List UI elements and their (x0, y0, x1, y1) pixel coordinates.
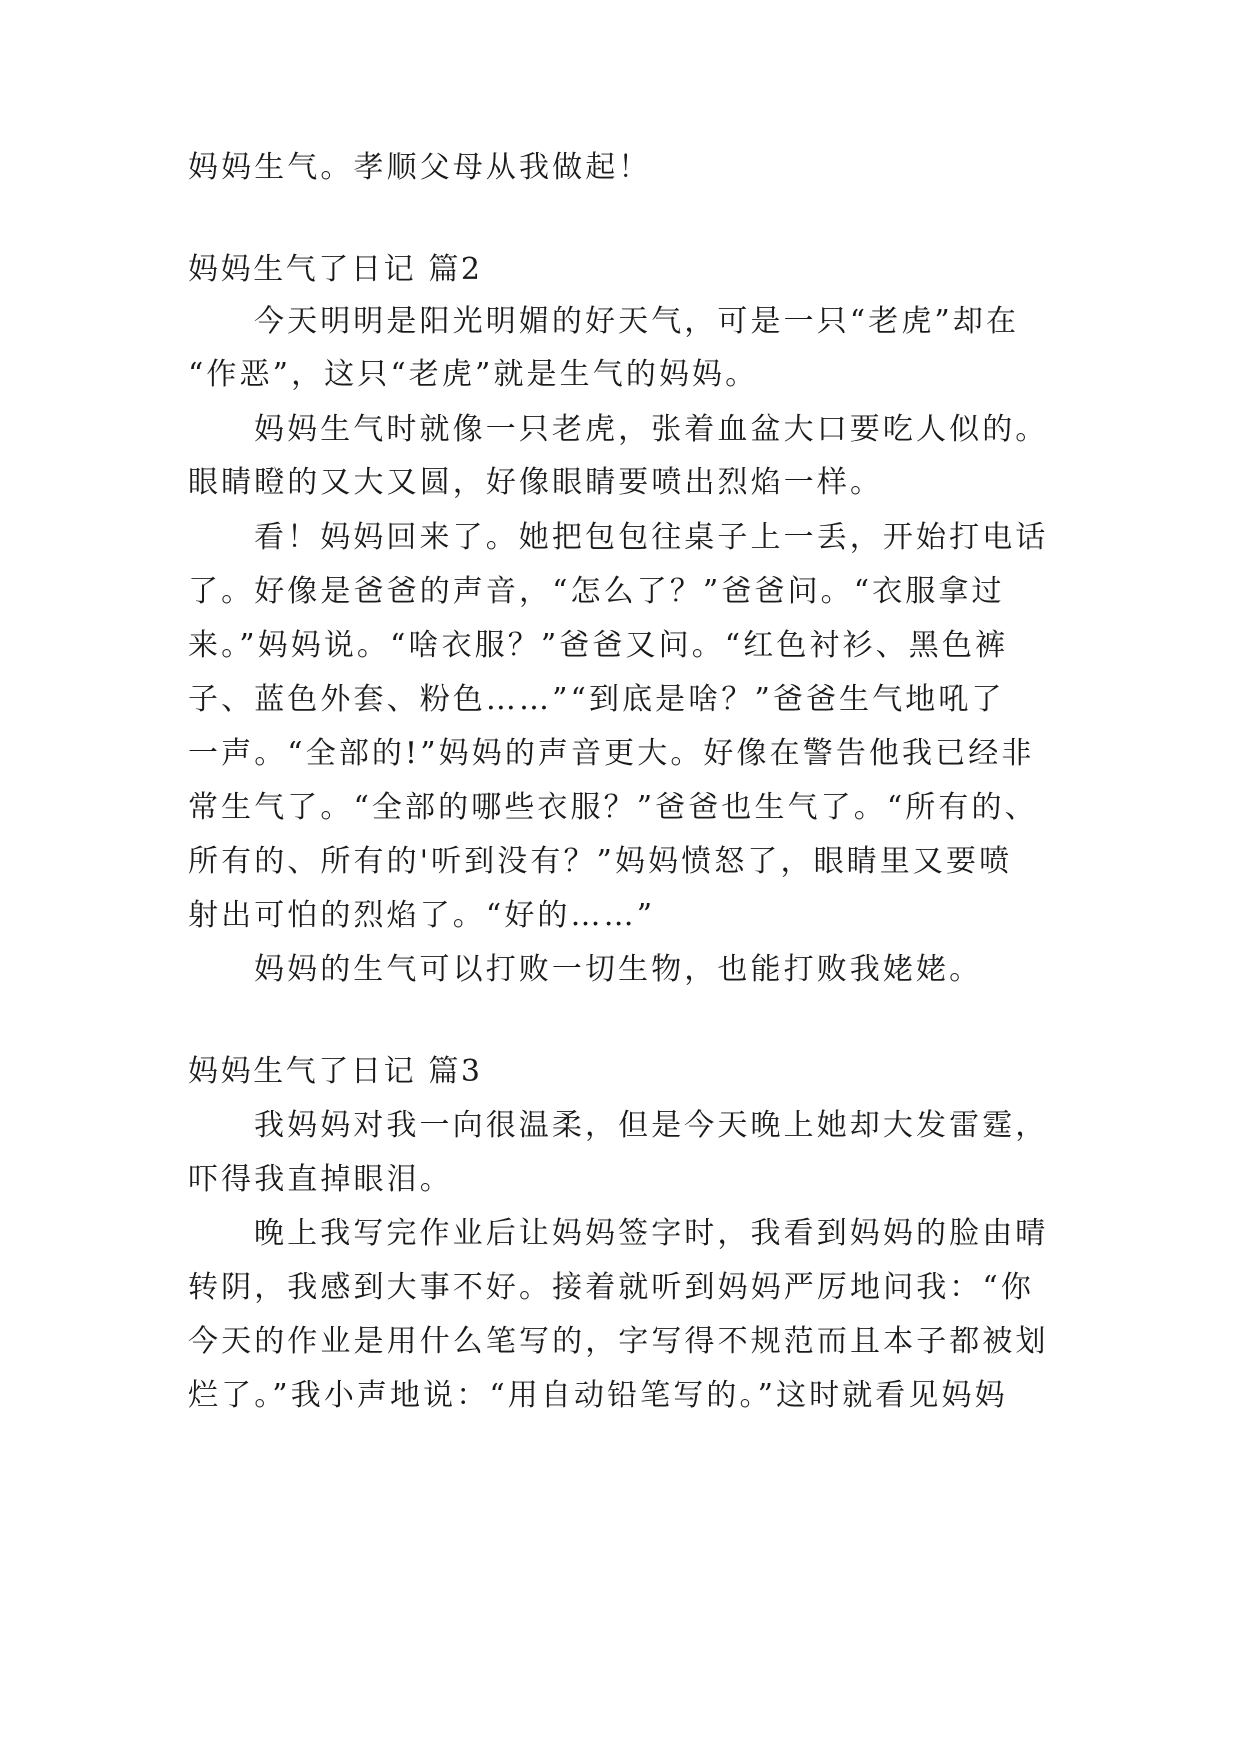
paragraph-line: 眼睛瞪的又大又圆，好像眼睛要喷出烈焰一样。 (188, 465, 884, 500)
paragraph-line: 转阴，我感到大事不好。接着就听到妈妈严厉地问我：“你 (188, 1270, 1034, 1305)
paragraph-line: 妈妈生气时就像一只老虎，张着血盆大口要吃人似的。 (254, 412, 1049, 447)
paragraph-line: 妈妈生气。孝顺父母从我做起！ (188, 150, 652, 185)
section-heading: 妈妈生气了日记 篇2 (188, 252, 483, 287)
section-heading: 妈妈生气了日记 篇3 (188, 1054, 483, 1089)
paragraph-line: 妈妈的生气可以打败一切生物，也能打败我姥姥。 (254, 952, 983, 987)
paragraph-line: 子、蓝色外套、粉色……”“到底是啥？”爸爸生气地吼了 (188, 682, 1005, 717)
paragraph-line: 晚上我写完作业后让妈妈签字时，我看到妈妈的脸由晴 (254, 1216, 1049, 1251)
paragraph-line: 射出可怕的烈焰了。“好的……” (188, 898, 656, 933)
paragraph-line: 今天的作业是用什么笔写的，字写得不规范而且本子都被划 (188, 1324, 1049, 1359)
paragraph-line: 所有的、所有的'听到没有？”妈妈愤怒了，眼睛里又要喷 (188, 844, 1013, 879)
paragraph-line: 吓得我直掉眼泪。 (188, 1162, 453, 1197)
paragraph-line: 今天明明是阳光明媚的好天气，可是一只“老虎”却在 (254, 304, 1020, 339)
paragraph-line: 常生气了。“全部的哪些衣服？”爸爸也生气了。“所有的、 (188, 790, 1038, 825)
paragraph-line: “作恶”，这只“老虎”就是生气的妈妈。 (188, 357, 759, 392)
paragraph-line: 来。”妈妈说。“啥衣服？”爸爸又问。“红色衬衫、黑色裤 (188, 628, 1009, 663)
paragraph-line: 我妈妈对我一向很温柔，但是今天晚上她却大发雷霆， (254, 1108, 1049, 1143)
paragraph-line: 一声。“全部的!”妈妈的声音更大。好像在警告他我已经非 (188, 736, 1035, 771)
paragraph-line: 烂了。”我小声地说：“用自动铅笔写的。”这时就看见妈妈 (188, 1378, 1008, 1413)
paragraph-line: 了。好像是爸爸的声音，“怎么了？”爸爸问。“衣服拿过 (188, 574, 1005, 609)
paragraph-line: 看！妈妈回来了。她把包包往桌子上一丢，开始打电话 (254, 520, 1049, 555)
